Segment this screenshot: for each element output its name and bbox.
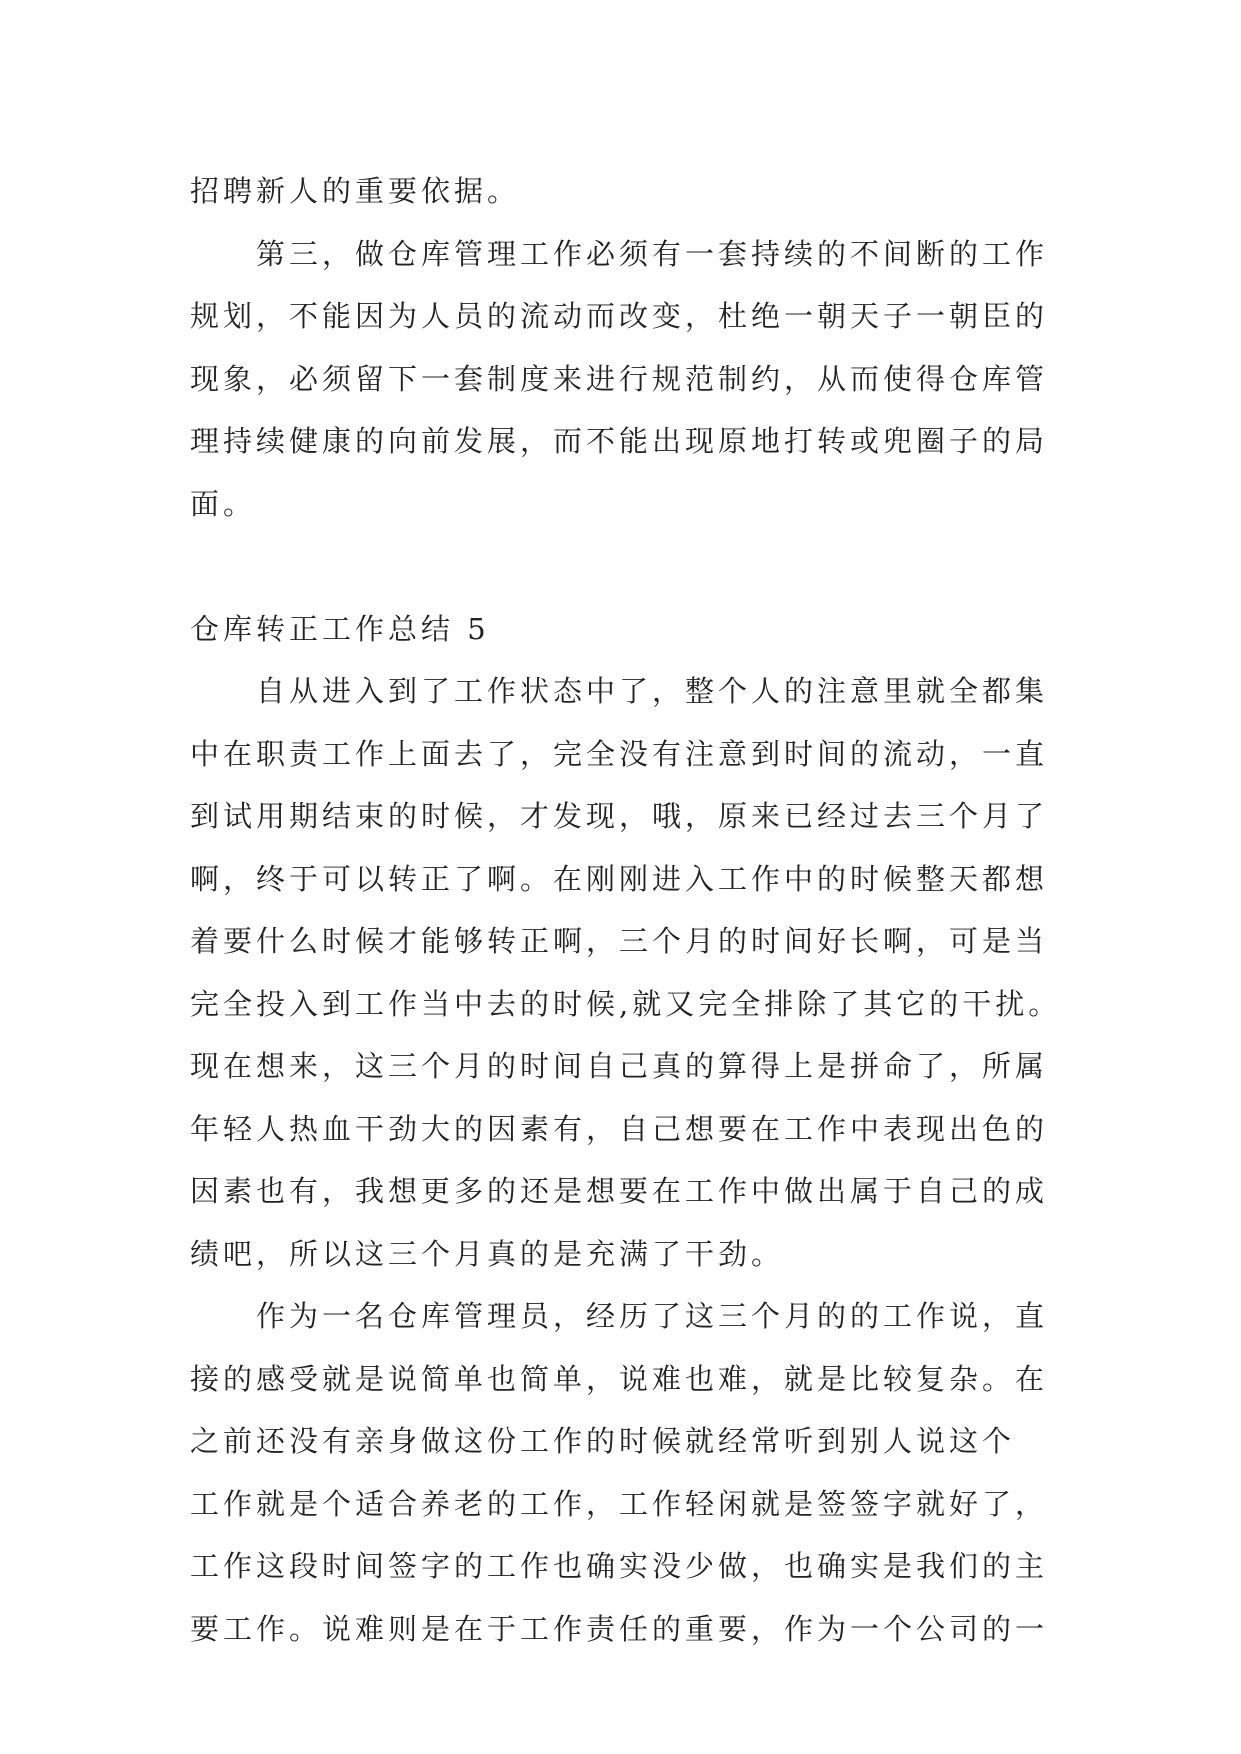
paragraph-spacer [190,535,1050,598]
paragraph-line: 啊，终于可以转正了啊。在刚刚进入工作中的时候整天都想 [190,861,1049,896]
paragraph-line: 理持续健康的向前发展，而不能出现原地打转或兜圈子的局 [190,424,1049,458]
paragraph-line: 现在想来，这三个月的时间自己真的算得上是拼命了，所属 [190,1049,1049,1083]
paragraph-line: 接的感受就是说简单也简单，说难也难，就是比较复杂。在 [190,1361,1049,1396]
paragraph-line: 年轻人热血干劲大的因素有，自己想要在工作中表现出色的 [190,1111,1049,1146]
paragraph-line: 着要什么时候才能够转正啊，三个月的时间好长啊，可是当 [190,924,1049,958]
paragraph-line: 自从进入到了工作状态中了，整个人的注意里就全都集 [256,674,1049,708]
paragraph-line: 中在职责工作上面去了，完全没有注意到时间的流动，一直 [190,736,1049,771]
paragraph-line: 之前还没有亲身做这份工作的时候就经常听到别人说这个 [190,1424,1016,1458]
paragraph-line: 要工作。说难则是在于工作责任的重要，作为一个公司的一 [190,1611,1049,1646]
paragraph-line: 第三，做仓库管理工作必须有一套持续的不间断的工作 [256,236,1049,271]
paragraph-line: 绩吧，所以这三个月真的是充满了干劲。 [190,1236,785,1271]
paragraph-line: 招聘新人的重要依据。 [190,174,521,208]
paragraph-line: 现象，必须留下一套制度来进行规范制约，从而使得仓库管 [190,361,1049,396]
paragraph-line: 因素也有，我想更多的还是想要在工作中做出属于自己的成 [190,1174,1049,1208]
paragraph-line: 面。 [190,486,257,521]
paragraph-line: 工作就是个适合养老的工作，工作轻闲就是签签字就好了， [190,1486,1049,1521]
paragraph-line: 工作这段时间签字的工作也确实没少做，也确实是我们的主 [190,1549,1049,1583]
paragraph-line: 完全投入到工作当中去的时候,就又完全排除了其它的干扰。 [190,986,1062,1021]
paragraph-line: 到试用期结束的时候，才发现，哦，原来已经过去三个月了 [190,799,1049,833]
paragraph-line: 作为一名仓库管理员，经历了这三个月的的工作说，直 [256,1299,1049,1333]
section-heading: 仓库转正工作总结 5 [190,611,490,646]
paragraph-line: 规划，不能因为人员的流动而改变，杜绝一朝天子一朝臣的 [190,299,1049,333]
document-body [190,160,1062,1660]
